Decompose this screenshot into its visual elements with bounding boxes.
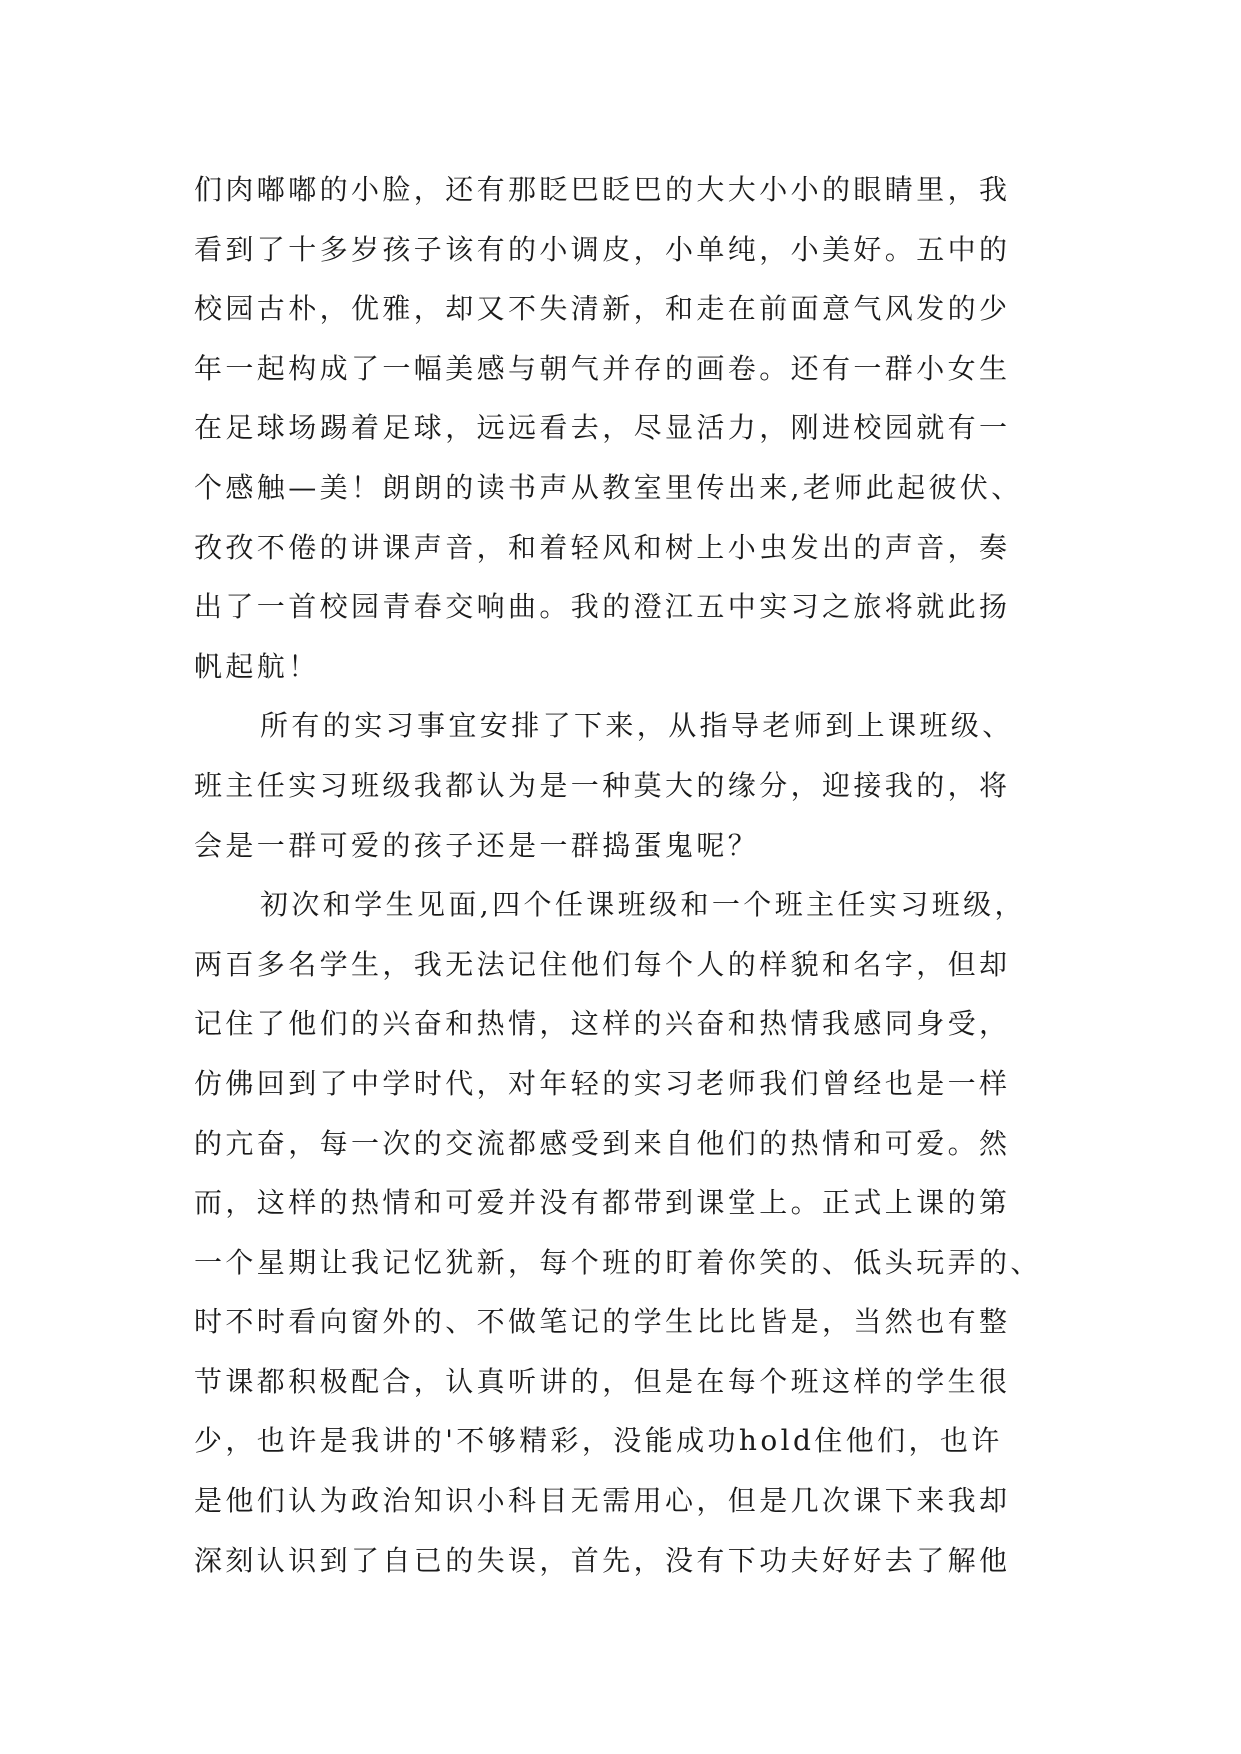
text-line: 是他们认为政治知识小科目无需用心，但是几次课下来我却 — [194, 1484, 1011, 1518]
text-line: 年一起构成了一幅美感与朝气并存的画卷。还有一群小女生 — [194, 351, 1011, 385]
text-line: 们肉嘟嘟的小脸，还有那眨巴眨巴的大大小小的眼睛里，我 — [194, 173, 1011, 206]
text-line: 个感触—美！朗朗的读书声从教室里传出来,老师此起彼伏、 — [194, 470, 1023, 504]
text-line: 班主任实习班级我都认为是一种莫大的缘分，迎接我的，将 — [194, 768, 1011, 802]
text-line: 的亢奋，每一次的交流都感受到来自他们的热情和可爱。然 — [194, 1126, 1011, 1160]
text-line: 而，这样的热情和可爱并没有都带到课堂上。正式上课的第 — [194, 1186, 1011, 1220]
text-line: 出了一首校园青春交响曲。我的澄江五中实习之旅将就此扬 — [194, 590, 1011, 624]
text-line: 帆起航！ — [194, 649, 320, 683]
text-line: 会是一群可爱的孩子还是一群捣蛋鬼呢？ — [194, 828, 760, 862]
text-line: 孜孜不倦的讲课声音，和着轻风和树上小虫发出的声音，奏 — [194, 530, 1011, 564]
text-line: 节课都积极配合，认真听讲的，但是在每个班这样的学生很 — [194, 1364, 1011, 1398]
text-line: 少，也许是我讲的'不够精彩，没能成功hold住他们，也许 — [194, 1424, 1003, 1458]
text-line: 时不时看向窗外的、不做笔记的学生比比皆是，当然也有整 — [194, 1305, 1011, 1339]
paragraph-start-line: 所有的实习事宜安排了下来，从指导老师到上课班级、 — [260, 709, 1014, 743]
text-line: 记住了他们的兴奋和热情，这样的兴奋和热情我感同身受， — [194, 1007, 1011, 1041]
text-line: 一个星期让我记忆犹新，每个班的盯着你笑的、低头玩弄的、 — [194, 1245, 1042, 1279]
text-line: 看到了十多岁孩子该有的小调皮，小单纯，小美好。五中的 — [194, 232, 1011, 266]
document-body — [194, 160, 1074, 1590]
text-line: 在足球场踢着足球，远远看去，尽显活力，刚进校园就有一 — [194, 411, 1011, 445]
paragraph-start-line: 初次和学生见面,四个任课班级和一个班主任实习班级， — [260, 888, 1026, 922]
text-line: 两百多名学生，我无法记住他们每个人的样貌和名字，但却 — [194, 947, 1011, 981]
text-line: 校园古朴，优雅，却又不失清新，和走在前面意气风发的少 — [194, 292, 1011, 326]
text-line: 深刻认识到了自已的失误，首先，没有下功夫好好去了解他 — [194, 1543, 1011, 1577]
text-line: 仿佛回到了中学时代，对年轻的实习老师我们曾经也是一样 — [194, 1066, 1011, 1100]
